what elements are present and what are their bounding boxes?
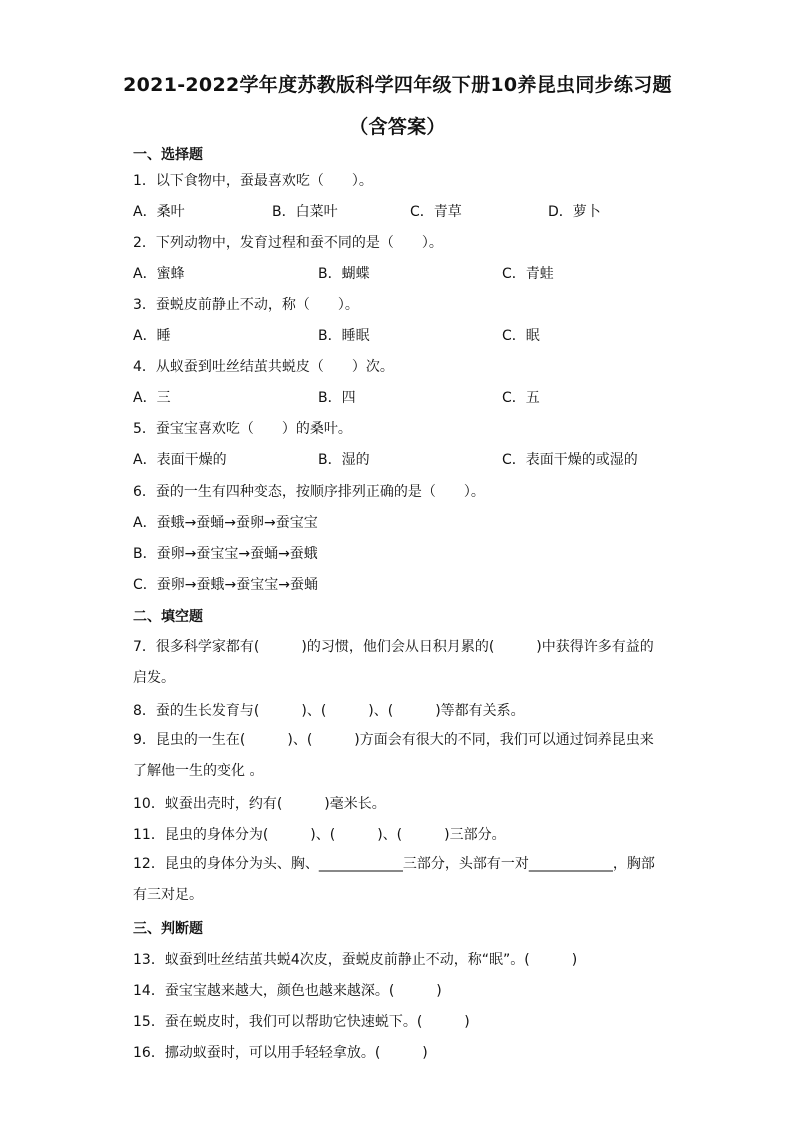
question-1-option-a: A．桑叶 xyxy=(133,204,185,220)
question-10: 10．蚁蚕出壳时，约有( )毫米长。 xyxy=(133,796,386,812)
question-5-option-b: B．湿的 xyxy=(318,452,370,468)
question-5-option-c: C．表面干燥的或湿的 xyxy=(502,452,638,468)
question-6-option-a: A．蚕蛾→蚕蛹→蚕卵→蚕宝宝 xyxy=(133,515,318,531)
question-9: 9．昆虫的一生在( )、( )方面会有很大的不同，我们可以通过饲养昆虫来了解他一生的变化 。 xyxy=(133,732,654,779)
question-2-option-a: A．蜜蜂 xyxy=(133,266,185,282)
question-15: 15．蚕在蜕皮时，我们可以帮助它快速蜕下。( ) xyxy=(133,1014,470,1030)
question-2: 2．下列动物中，发育过程和蚕不同的是（ ）。 xyxy=(133,235,443,251)
question-3-option-b: B．睡眠 xyxy=(318,328,370,344)
question-3: 3．蚕蜕皮前静止不动，称（ ）。 xyxy=(133,297,359,313)
question-14: 14．蚕宝宝越来越大，颜色也越来越深。( ) xyxy=(133,983,442,999)
question-8: 8．蚕的生长发育与( )、( )、( )等都有关系。 xyxy=(133,703,525,719)
question-12: 12．昆虫的身体分为头、胸、____________三部分，头部有一对____________，胸部有三对足。 xyxy=(133,856,655,903)
question-2-option-b: B．蝴蝶 xyxy=(318,266,370,282)
document-title: 2021-2022学年度苏教版科学四年级下册10养昆虫同步练习题（含答案） xyxy=(123,74,672,138)
section-heading-judge: 三、判断题 xyxy=(133,921,203,937)
question-1: 1．以下食物中，蚕最喜欢吃（ ）。 xyxy=(133,173,373,189)
question-4-option-c: C．五 xyxy=(502,390,540,406)
question-5: 5．蚕宝宝喜欢吃（ ）的桑叶。 xyxy=(133,421,352,437)
question-6: 6．蚕的一生有四种变态，按顺序排列正确的是（ ）。 xyxy=(133,484,485,500)
question-16: 16．挪动蚁蚕时，可以用手轻轻拿放。( ) xyxy=(133,1045,428,1061)
section-heading-fill: 二、填空题 xyxy=(133,609,203,625)
question-3-option-c: C．眠 xyxy=(502,328,540,344)
question-3-option-a: A．睡 xyxy=(133,328,171,344)
question-4-option-b: B．四 xyxy=(318,390,356,406)
question-1-option-c: C．青草 xyxy=(410,204,462,220)
question-7: 7．很多科学家都有( )的习惯，他们会从日积月累的( )中获得许多有益的启发。 xyxy=(133,639,654,686)
section-heading-choice: 一、选择题 xyxy=(133,147,203,163)
question-1-option-b: B．白菜叶 xyxy=(272,204,338,220)
question-11: 11．昆虫的身体分为( )、( )、( )三部分。 xyxy=(133,827,506,843)
question-13: 13．蚁蚕到吐丝结茧共蜕4次皮，蚕蜕皮前静止不动，称“眠”。( ) xyxy=(133,952,578,968)
question-4-option-a: A．三 xyxy=(133,390,171,406)
question-6-option-c: C．蚕卵→蚕蛾→蚕宝宝→蚕蛹 xyxy=(133,577,318,593)
question-4: 4．从蚁蚕到吐丝结茧共蜕皮（ ）次。 xyxy=(133,359,394,375)
question-1-option-d: D．萝卜 xyxy=(548,204,601,220)
question-2-option-c: C．青蛙 xyxy=(502,266,554,282)
question-6-option-b: B．蚕卵→蚕宝宝→蚕蛹→蚕蛾 xyxy=(133,546,318,562)
question-5-option-a: A．表面干燥的 xyxy=(133,452,227,468)
